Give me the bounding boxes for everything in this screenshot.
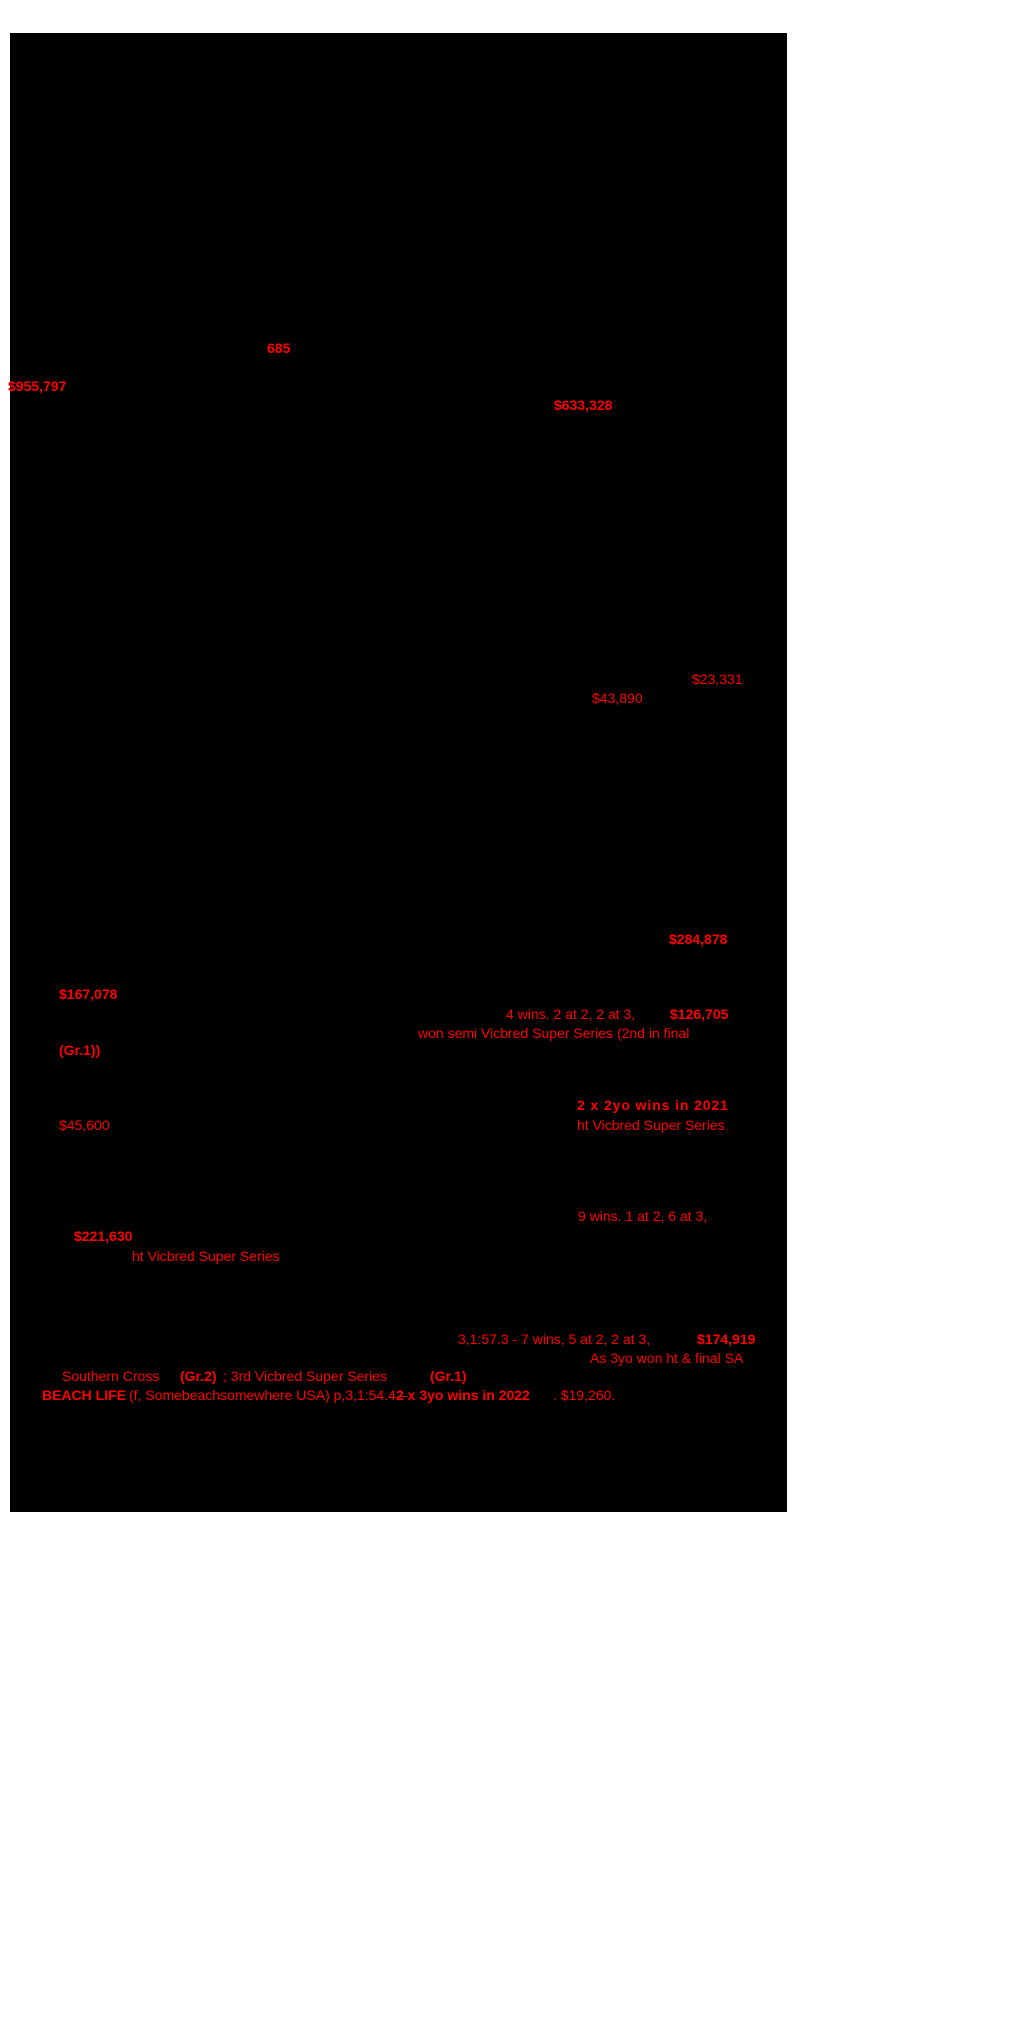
text-fragment: 685 <box>267 340 291 356</box>
text-fragment: (Gr.2) <box>180 1368 217 1384</box>
text-fragment: ht Vicbred Super Series <box>577 1117 725 1133</box>
text-fragment: As 3yo won ht & final SA <box>590 1350 744 1366</box>
text-fragment: won semi Vicbred Super Series (2nd in final <box>418 1025 690 1041</box>
text-fragment: ; 3rd Vicbred Super Series <box>223 1368 387 1384</box>
text-fragment: 4 wins. 2 at 2, 2 at 3, <box>506 1006 636 1022</box>
text-fragment: (Gr.1) <box>430 1368 467 1384</box>
text-fragment: $23,331 <box>692 671 743 687</box>
text-fragment: (f, Somebeachsomewhere USA) p,3,1:54.4 – <box>129 1387 408 1403</box>
text-fragment: 2 x 3yo wins in 2022 <box>396 1387 530 1403</box>
text-fragment: 2 x 2yo wins in 2021 <box>577 1097 729 1113</box>
text-fragment: $174,919 <box>697 1331 756 1347</box>
text-fragment: 9 wins. 1 at 2, 6 at 3, <box>578 1208 708 1224</box>
text-fragment: $221,630 <box>74 1228 133 1244</box>
text-fragment: Southern Cross <box>62 1368 160 1384</box>
document-sheet <box>10 33 787 1512</box>
text-fragment: $167,078 <box>59 986 118 1002</box>
text-fragment: . $19,260. <box>553 1387 616 1403</box>
text-fragment: ht Vicbred Super Series <box>132 1248 280 1264</box>
text-fragment: (Gr.1)) <box>59 1042 101 1058</box>
text-fragment: $126,705 <box>670 1006 729 1022</box>
text-fragment: $45,600 <box>59 1117 110 1133</box>
text-fragment: $43,890 <box>592 690 643 706</box>
text-fragment: BEACH LIFE <box>42 1387 126 1403</box>
text-fragment: $284,878 <box>669 931 728 947</box>
text-fragment: $633,328 <box>554 397 613 413</box>
text-fragment: $955,797 <box>8 378 67 394</box>
text-fragment: 3,1:57.3 - 7 wins, 5 at 2, 2 at 3, <box>458 1331 651 1347</box>
